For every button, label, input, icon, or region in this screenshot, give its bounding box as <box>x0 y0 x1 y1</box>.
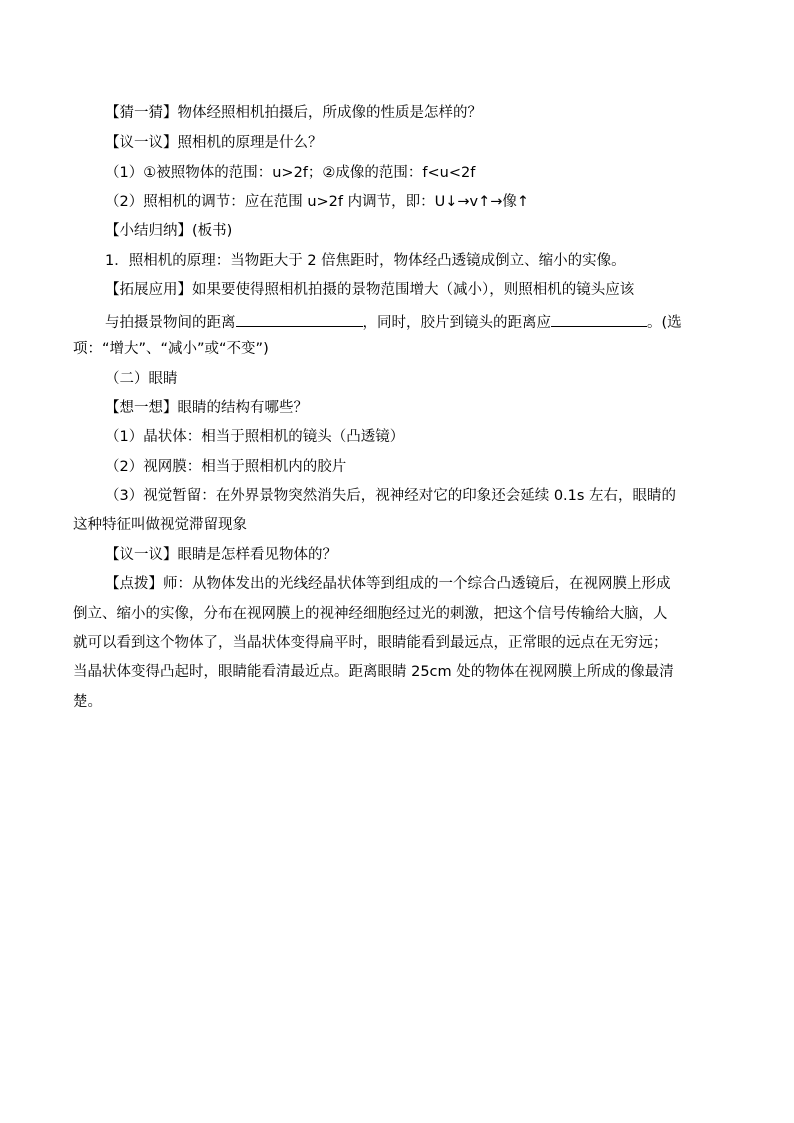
persistence-item: （3）视觉暂留：在外界景物突然消失后，视神经对它的印象还会延续 0.1s 左右，眼睛的 <box>105 488 677 504</box>
think-heading: 【想一想】眼睛的结构有哪些？ <box>105 400 308 416</box>
summary-heading: 【小结归纳】(板书) <box>105 223 233 239</box>
guidance-paragraph-3: 就可以看到这个物体了，当晶状体变得扁平时，眼睛能看到最远点，正常眼的远点在无穷远； <box>73 635 668 651</box>
guidance-paragraph-2: 倒立、缩小的实像，分布在视网膜上的视神经细胞经过光的刺激，把这个信号传输给大脑，人 <box>73 606 668 622</box>
discuss-heading-2: 【议一议】眼睛是怎样看见物体的？ <box>105 547 337 563</box>
answer-blank-2[interactable] <box>551 310 647 327</box>
section-eye-heading: （二）眼睛 <box>105 371 178 387</box>
camera-principle-text: 1．照相机的原理：当物距大于 2 倍焦距时，物体经凸透镜成倒立、缩小的实像。 <box>105 253 626 269</box>
extension-heading: 【拓展应用】如果要使得照相机拍摄的景物范围增大（减小），则照相机的镜头应该 <box>105 282 635 298</box>
options-text: 项：“增大”、“减小”或“不变”) <box>73 341 269 357</box>
lens-item: （1）晶状体：相当于照相机的镜头（凸透镜） <box>105 429 405 445</box>
guidance-paragraph-5: 楚。 <box>73 694 102 710</box>
retina-item: （2）视网膜：相当于照相机内的胶片 <box>105 459 347 475</box>
discuss-heading-1: 【议一议】照相机的原理是什么？ <box>105 135 323 151</box>
guidance-paragraph-1: 【点拨】师：从物体发出的光线经晶状体等到组成的一个综合凸透镜后，在视网膜上形成 <box>105 576 671 592</box>
fill-blank-text-3: 。(选 <box>647 315 682 331</box>
answer-blank-1[interactable] <box>236 310 363 327</box>
guess-heading: 【猜一猜】物体经照相机拍摄后，所成像的性质是怎样的？ <box>105 105 482 121</box>
fill-blank-line <box>105 310 682 330</box>
camera-adjust-item: （2）照相机的调节：应在范围 u>2f 内调节，即：U↓→v↑→像↑ <box>105 194 530 210</box>
fill-blank-text-1: 与拍摄景物间的距离 <box>105 315 236 331</box>
fill-blank-text-2: ，同时，胶片到镜头的距离应 <box>362 315 551 331</box>
guidance-paragraph-4: 当晶状体变得凸起时，眼睛能看清最近点。距离眼睛 25cm 处的物体在视网膜上所成的像最清 <box>73 664 674 680</box>
persistence-item-cont: 这种特征叫做视觉滞留现象 <box>73 517 247 533</box>
camera-range-item: （1）①被照物体的范围：u>2f；②成像的范围：f<u<2f <box>105 165 476 181</box>
